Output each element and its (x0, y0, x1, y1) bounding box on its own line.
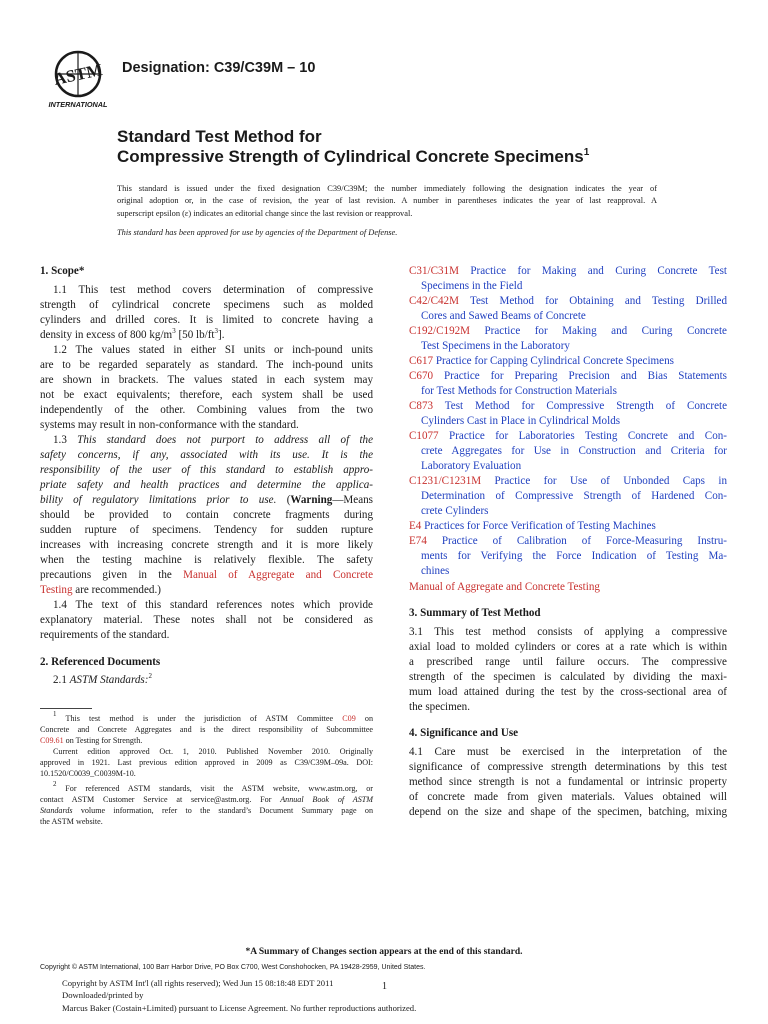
summary-3-1-line: mum load attained during the test by the cross-sectional area of (409, 686, 727, 698)
reference-title[interactable]: Cylinders Cast in Place in Cylindrical Molds (421, 415, 621, 427)
reference-title[interactable]: for Test Methods for Construction Materials (421, 385, 617, 397)
reference-title[interactable]: crete Aggregates for Use in Construction and Criteria for (421, 445, 727, 457)
scope-1-4-line: explanatory material. These notes shall not be considered as (40, 614, 373, 626)
manual-link-cont[interactable]: Testing (40, 584, 73, 596)
left-column (40, 0, 373, 900)
reference-title[interactable]: Test Specimens in the Laboratory (421, 340, 570, 352)
footnote-1-line: Current edition approved Oct. 1, 2010. Published November 2010. Originally (53, 747, 373, 756)
svg-text:INTERNATIONAL: INTERNATIONAL (48, 100, 108, 109)
reference-code[interactable]: C617 (409, 355, 434, 367)
reference-title[interactable]: Practice for Capping Cylindrical Concrete Specimens (435, 355, 674, 367)
reference-title[interactable]: Test Method for Obtaining and Testing Drilled (469, 295, 727, 307)
reference-line (409, 534, 727, 549)
reference-title[interactable]: Practice of Calibration of Force-Measuring Instru- (441, 535, 727, 547)
reference-title[interactable]: ments for Verifying the Force Indication of Testing Ma- (421, 550, 727, 562)
reference-code[interactable]: C873 (409, 400, 434, 412)
significance-4-1-line: depend on the size and shape of the specimen, batching, mixing (409, 806, 727, 818)
reference-line (409, 324, 727, 339)
reference-line (409, 519, 727, 534)
scope-1-1-line: 1.1 This test method covers determination of compressive (53, 284, 373, 296)
reference-line (409, 264, 727, 279)
significance-4-1-line: of concrete made from given materials. Values obtained will (409, 791, 727, 803)
reference-title[interactable]: chines (421, 565, 450, 577)
reference-code[interactable]: C42/C42M (409, 295, 459, 307)
reference-code[interactable]: C1231/C1231M (409, 475, 482, 487)
scope-1-3-line: increases with increasing concrete strength and it is more likely (40, 539, 373, 551)
reference-code[interactable]: C1077 (409, 430, 439, 442)
scope-1-3-line: safety concerns, if any, associated with its use. It is the (40, 449, 373, 461)
warning-label: Warning (290, 494, 333, 506)
scope-1-2-line: systems may result in non-conformance with the standard. (40, 419, 299, 431)
scope-1-2-line: not be exact equivalents; therefore, each system shall be used (40, 389, 373, 401)
manual-reference-link[interactable]: Manual of Aggregate and Concrete Testing (409, 581, 600, 593)
footnote-2-line: $^2$ For referenced ASTM standards, visit the ASTM website, www.astm.org, or (53, 780, 373, 793)
scope-1-3-line: should be provided to contain concrete fragments during (40, 509, 373, 521)
reference-title[interactable]: Laboratory Evaluation (421, 460, 522, 472)
summary-3-1-line: the specimen. (409, 701, 470, 713)
scope-1-3-line: sudden rupture of specimens. Tendency for sudden rupture (40, 524, 373, 536)
scope-1-3-line: bility of regulatory limitations prior to use. (Warning—Means (40, 494, 373, 506)
scope-1-3-line: Testing are recommended.) (40, 584, 161, 596)
standard-notice: This standard is issued under the fixed designation C39/C39M; the number immediately following the designation indicates the year of original adoption or, in the case of revision, the year of last revision. A number in parentheses indicates the year of last reapproval. A superscript epsilon (ε) indicates an editorial change since the last revision or reapproval. (117, 184, 657, 218)
reference-code[interactable]: E74 (409, 535, 427, 547)
reference-code[interactable]: E4 (409, 520, 422, 532)
title-line-1: Standard Test Method for (117, 127, 322, 146)
scope-1-4-line: 1.4 The text of this standard references notes which provide (53, 599, 373, 611)
reference-line (409, 369, 727, 384)
reference-title[interactable]: Practice for Making and Curing Concrete (484, 325, 727, 337)
scope-1-3-line: responsibility of the user of this standard to establish appro- (40, 464, 373, 476)
reference-title[interactable]: Practice for Laboratories Testing Concrete and Con- (449, 430, 727, 442)
reference-line (421, 564, 727, 579)
scope-1-2-line: 1.2 The values stated in either SI units or inch-pound units (53, 344, 373, 356)
scope-1-4-line: requirements of the standard. (40, 629, 170, 641)
reference-title[interactable]: Cores and Sawed Beams of Concrete (421, 310, 586, 322)
footnote-rule (40, 708, 92, 709)
scope-1-1-line: cylinders and drilled cores. It is limited to concrete having a (40, 314, 373, 326)
astm-standards-subheading: 2.1 ASTM Standards:$^2$ (53, 672, 152, 686)
svg-text:ASTM: ASTM (52, 60, 105, 89)
title-footnote-marker: 1 (583, 147, 590, 158)
reference-title[interactable]: Practice for Making and Curing Concrete Test (470, 265, 728, 277)
page-number: 1 (382, 981, 387, 992)
title-line-2: Compressive Strength of Cylindrical Concrete Specimens$^1$ (117, 147, 590, 166)
footnote-2-line: the ASTM website. (40, 817, 103, 826)
reference-code[interactable]: C31/C31M (409, 265, 459, 277)
scope-1-3-line: priate safety and health practices and determine the applica- (40, 479, 373, 491)
reference-line (421, 279, 727, 294)
summary-3-1-line: axial load to molded cylinders or cores at a rate which is within (409, 641, 727, 653)
reference-line (421, 384, 727, 399)
scope-1-2-line: independently of the other. Combining values from the two (40, 404, 373, 416)
right-column (409, 0, 727, 900)
section-heading-summary: 3. Summary of Test Method (409, 607, 541, 619)
reference-line (409, 294, 727, 309)
scope-1-3-line: when the testing machine is relatively flexible. The safety (40, 554, 373, 566)
scope-1-3-line: 1.3 This standard does not purport to address all of the (53, 434, 373, 446)
footnote-1-line: Concrete and Concrete Aggregates and is the direct responsibility of Subcommittee (40, 725, 373, 734)
significance-4-1-line: 4.1 Care must be exercised in the interpretation of the (409, 746, 727, 758)
reference-line (421, 339, 727, 354)
copyright-line: Copyright © ASTM International, 100 Barr Harbor Drive, PO Box C700, West Conshohocken, PA 19428-2959, United States. (40, 964, 426, 971)
manual-link[interactable]: Manual of Aggregate and Concrete (183, 569, 373, 581)
scope-1-1-line: strength of cylindrical concrete specimens such as molded (40, 299, 373, 311)
reference-line (421, 414, 727, 429)
significance-4-1-line: significance of compressive strength determinations by this test (409, 761, 727, 773)
footnote-1-line: $^1$ This test method is under the jurisdiction of ASTM Committee C09 on (53, 710, 373, 723)
scope-1-2-line: are shown in brackets. The values stated in each system may (40, 374, 373, 386)
reference-title[interactable]: Test Method for Compressive Strength of Concrete (444, 400, 728, 412)
reference-line (409, 399, 727, 414)
reference-title[interactable]: Practice for Preparing Precision and Bias Statements (443, 370, 727, 382)
reference-code[interactable]: C192/C192M (409, 325, 471, 337)
license-line-1: Copyright by ASTM Int'l (all rights reserved); Wed Jun 15 08:18:48 EDT 2011 (62, 978, 334, 988)
summary-3-1-line: 3.1 This test method consists of applying a compressive (409, 626, 727, 638)
summary-3-1-line: strength of the specimen is calculated by dividing the maxi- (409, 671, 727, 683)
reference-line (421, 444, 727, 459)
reference-line (409, 354, 727, 369)
section-heading-referenced-documents: 2. Referenced Documents (40, 656, 161, 668)
dod-approval-note: This standard has been approved for use by agencies of the Department of Defense. (117, 228, 398, 237)
subcommittee-c09-61-link[interactable]: C09.61 (40, 736, 64, 745)
reference-line (409, 429, 727, 444)
reference-line (421, 549, 727, 564)
scope-1-2-line: are to be regarded separately as standard. The inch-pound units (40, 359, 373, 371)
scope-1-1-line: density in excess of 800 $kg/m^3$ [50 $lb/ft^3$]. (40, 327, 225, 341)
footnote-2-line: Standards volume information, refer to the standard’s Document Summary page on (40, 806, 373, 815)
committee-c09-link[interactable]: C09 (342, 714, 356, 723)
footnote-1-line: approved in 1921. Last previous edition approved in 2009 as C39/C39M–09a. DOI: (40, 758, 373, 767)
license-line-3: Marcus Baker (Costain+Limited) pursuant to License Agreement. No further reproductions authorized. (62, 1003, 417, 1013)
scope-1-3-line: precautions given in the Manual of Aggregate and Concrete (40, 569, 373, 581)
section-heading-scope: 1. Scope* (40, 265, 85, 277)
significance-4-1-line: method since strength is not a fundamental or intrinsic property (409, 776, 727, 788)
license-line-2: Downloaded/printed by (62, 990, 144, 1000)
reference-line (421, 504, 727, 519)
section-heading-significance: 4. Significance and Use (409, 727, 519, 739)
reference-line (421, 489, 727, 504)
reference-title[interactable]: crete Cylinders (421, 505, 489, 517)
summary-3-1-line: a prescribed range until failure occurs. The compressive (409, 656, 727, 668)
reference-line (421, 309, 727, 324)
reference-title[interactable]: Specimens in the Field (421, 280, 523, 292)
reference-title[interactable]: Practice for Use of Unbonded Caps in (494, 475, 727, 487)
reference-title[interactable]: Practices for Force Verification of Testing Machines (424, 520, 656, 532)
footnote-2-line: contact ASTM Customer Service at service@astm.org. For Annual Book of ASTM (40, 795, 374, 804)
footnote-1-line: 10.1520/C0039_C0039M-10. (40, 769, 136, 778)
designation: Designation: C39/C39M – 10 (122, 60, 316, 76)
reference-title[interactable]: Determination of Compressive Strength of Hardened Con- (421, 490, 727, 502)
footnote-1-line: C09.61 on Testing for Strength. (40, 736, 143, 745)
reference-line (421, 459, 727, 474)
summary-of-changes-note: *A Summary of Changes section appears at the end of this standard. (245, 947, 523, 957)
reference-code[interactable]: C670 (409, 370, 434, 382)
reference-line (409, 474, 727, 489)
